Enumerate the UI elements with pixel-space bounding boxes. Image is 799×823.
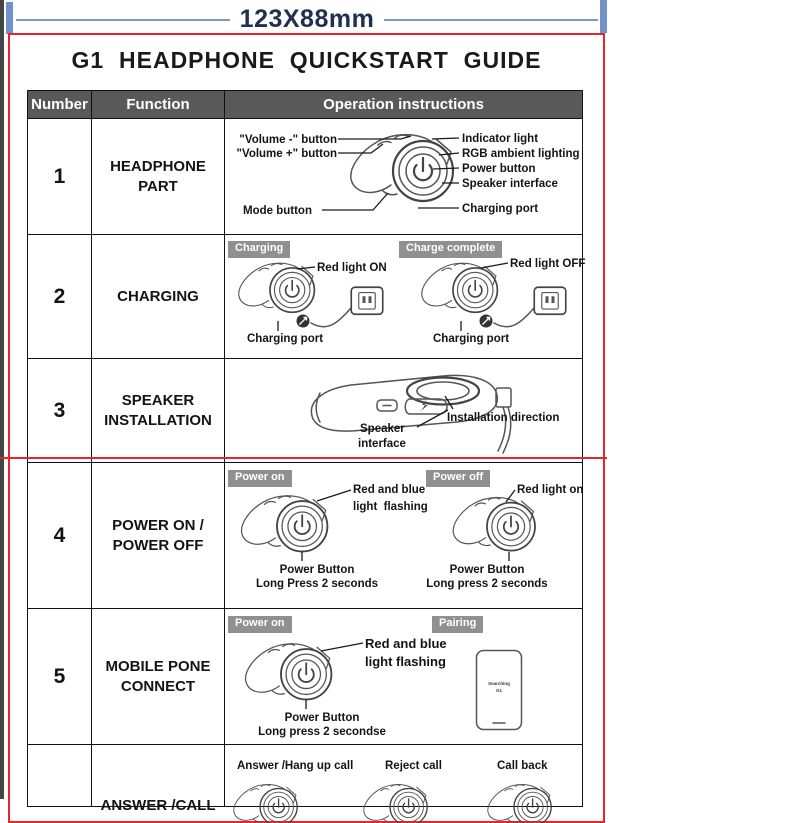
label-speaker-interface: Speaker interface xyxy=(462,178,558,190)
headset-device-illustration xyxy=(422,263,498,312)
row2-number xyxy=(28,235,92,358)
status-badge-power-on: Power on xyxy=(228,616,292,633)
header-function: Function xyxy=(92,91,225,118)
label-long-press-caption: Long Press 2 seconds xyxy=(255,578,379,590)
number-cell: 1 xyxy=(53,164,66,188)
row5-function xyxy=(92,609,225,744)
label-red-blue-1: Red and blue xyxy=(365,636,447,651)
page-split-line xyxy=(0,457,607,459)
label-mode-button: Mode button xyxy=(243,205,312,217)
ruler-bracket-right xyxy=(600,0,607,33)
label-call-back: Call back xyxy=(497,760,548,772)
label-volume-minus: "Volume -" button xyxy=(239,134,337,146)
phone-screen-line1: Searching xyxy=(488,681,510,686)
number-cell: 3 xyxy=(53,398,66,422)
wall-plug-illustration xyxy=(351,287,383,314)
wall-plug-illustration xyxy=(534,287,566,314)
label-speaker: Speaker xyxy=(360,423,405,435)
page-title: G1 HEADPHONE QUICKSTART GUIDE xyxy=(71,47,542,73)
function-cell: MOBILE PONE CONNECT xyxy=(105,658,211,695)
label-reject-call: Reject call xyxy=(385,760,442,772)
function-cell: SPEAKER INSTALLATION xyxy=(104,392,212,429)
call-diagram xyxy=(225,745,581,806)
row6-number xyxy=(28,745,92,806)
dimension-ruler xyxy=(16,5,598,34)
table-row xyxy=(28,235,586,359)
label-interface: interface xyxy=(358,438,406,450)
label-long-press-caption: Long press 2 secondse xyxy=(258,726,386,738)
headset-device-illustration xyxy=(242,496,328,552)
label-volume-plus: "Volume +" button xyxy=(236,148,337,160)
phone-screen-line2: G1 xyxy=(495,688,502,693)
table-header-row xyxy=(28,91,582,119)
table-row xyxy=(28,119,582,235)
row2-operation xyxy=(225,235,586,358)
usb-connector-icon xyxy=(480,315,493,328)
row6-operation xyxy=(225,745,582,806)
label-charging-port: Charging port xyxy=(433,333,510,345)
headset-device-illustration xyxy=(239,263,315,312)
quickstart-table xyxy=(27,90,586,814)
label-long-press-caption: Long press 2 seconds xyxy=(426,578,548,590)
row5-operation xyxy=(225,609,582,744)
row1-function xyxy=(92,119,225,234)
label-red-blue-1: Red and blue xyxy=(353,484,426,496)
status-badge-power-on: Power on xyxy=(228,470,292,487)
table-row xyxy=(28,745,582,814)
label-red-blue-2: light flashing xyxy=(353,501,428,513)
row4-operation xyxy=(225,463,582,608)
label-power-button-caption: Power Button xyxy=(279,564,355,576)
row6-function xyxy=(92,745,225,814)
row4-function xyxy=(92,463,225,608)
usb-connector-icon xyxy=(297,315,310,328)
headset-device-illustration xyxy=(351,135,453,201)
table-row xyxy=(28,463,582,609)
function-cell: CHARGING xyxy=(117,287,199,305)
row5-number xyxy=(28,609,92,744)
number-cell: 5 xyxy=(53,664,66,688)
number-cell: 2 xyxy=(53,284,66,308)
ruler-line-left xyxy=(16,19,230,21)
table-row xyxy=(28,609,582,745)
label-red-light-off: Red light OFF xyxy=(510,258,586,270)
dimension-label: 123X88mm xyxy=(239,5,375,33)
label-red-blue-2: light flashing xyxy=(365,654,446,669)
status-badge-charging: Charging xyxy=(228,241,290,258)
table-row xyxy=(28,359,582,463)
row3-function xyxy=(92,359,225,462)
label-installation-direction: Installation direction xyxy=(447,412,560,424)
label-power-button-caption: Power Button xyxy=(449,564,525,576)
label-indicator-light: Indicator light xyxy=(462,133,539,145)
function-cell: HEADPHONE PART xyxy=(110,158,206,195)
header-number: Number xyxy=(28,91,92,118)
headset-device-illustration xyxy=(453,498,535,551)
window-edge-bar xyxy=(0,0,4,799)
ruler-bracket-left xyxy=(6,2,13,34)
row3-operation xyxy=(225,359,582,462)
ruler-line-right xyxy=(384,19,598,21)
function-cell: POWER ON / POWER OFF xyxy=(112,517,204,554)
label-rgb-lighting: RGB ambient lighting xyxy=(462,148,580,160)
row3-number xyxy=(28,359,92,462)
label-power-button: Power button xyxy=(462,163,536,175)
label-charging-port: Charging port xyxy=(247,333,324,345)
status-badge-power-off: Power off xyxy=(426,470,490,487)
function-cell-clipped: ANSWER /CALL xyxy=(100,797,216,814)
status-badge-charge-complete: Charge complete xyxy=(399,241,502,258)
label-red-light-on: Red light on xyxy=(517,484,584,496)
status-badge-pairing: Pairing xyxy=(432,616,483,633)
row4-number xyxy=(28,463,92,608)
label-answer-hangup: Answer /Hang up call xyxy=(237,760,354,772)
headset-device-illustration xyxy=(246,644,332,700)
row1-operation xyxy=(225,119,582,234)
label-charging-port: Charging port xyxy=(462,203,539,215)
row2-function xyxy=(92,235,225,358)
label-red-light-on: Red light ON xyxy=(317,262,387,274)
label-power-button-caption: Power Button xyxy=(284,712,360,724)
number-cell: 4 xyxy=(53,523,66,547)
header-operation: Operation instructions xyxy=(323,96,484,113)
row1-number xyxy=(28,119,92,234)
